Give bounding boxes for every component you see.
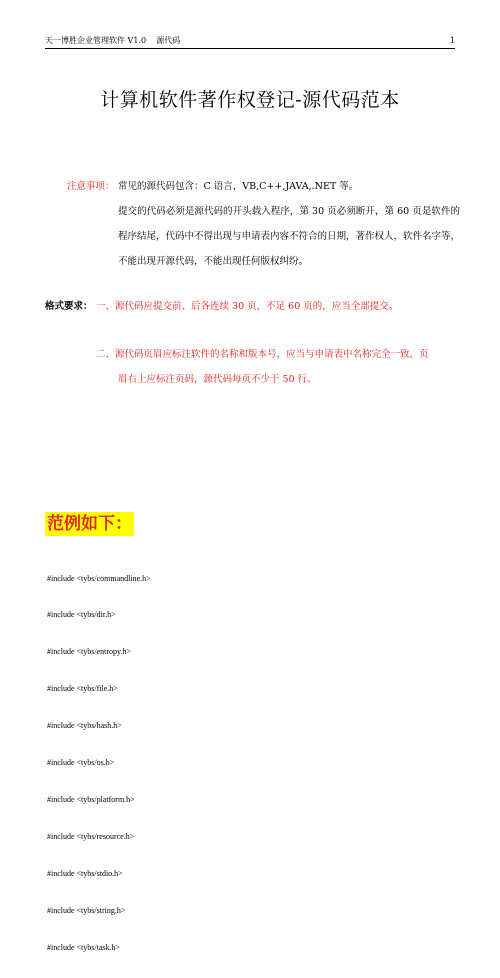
code-line: #include <tybs/hash.h>	[47, 721, 122, 731]
code-line: #include <tybs/task.h>	[47, 942, 121, 952]
page-header	[45, 36, 455, 49]
code-line: #include <tybs/entropy.h>	[47, 647, 132, 657]
code-line: #include <tybs/string.h>	[47, 905, 126, 915]
format-item-2-line-2: 眉右上应标注页码，源代码每页不少于 50 行。	[118, 374, 317, 385]
format-item-2-line-1: 二、源代码页眉应标注软件的名称和版本号，应当与申请表中名称完全一致，页	[96, 349, 429, 360]
notes-first-line: 常见的源代码包含：C 语言，VB,C++,JAVA,.NET 等。	[118, 181, 359, 192]
code-line: #include <tybs/os.h>	[47, 758, 115, 768]
header-title: 天一博胜企业管理软件 V1.0 源代码	[45, 36, 181, 45]
format-item-1: 一、源代码应提交前、后各连续 30 页，不足 60 页的，应当全部提交。	[96, 301, 399, 312]
notes-paragraph: 提交的代码必须是源代码的开头载入程序，第 30 页必须断开，第 60 页是软件的程序结尾，代码中不得出现与申请表内容不符合的日期，著作权人，软件名字等，不能出现开源代码，不能出现任何版权纠纷。	[118, 206, 461, 267]
code-line: #include <tybs/resource.h>	[47, 831, 135, 841]
main-title: 计算机软件著作权登记-源代码范本	[100, 89, 400, 111]
format-item-2	[96, 342, 458, 392]
code-line: #include <tybs/dir.h>	[47, 610, 116, 620]
code-sample	[47, 548, 151, 978]
code-line: #include <tybs/file.h>	[47, 684, 118, 694]
page-number: 1	[449, 36, 455, 45]
code-line: #include <tybs/stdio.h>	[47, 868, 123, 878]
notes-label: 注意事项：	[67, 181, 115, 192]
code-line: #include <tybs/platform.h>	[47, 794, 135, 804]
format-label: 格式要求：	[45, 301, 93, 312]
example-heading: 范例如下：	[47, 514, 132, 534]
code-line: #include <tybs/commandline.h>	[47, 573, 151, 583]
